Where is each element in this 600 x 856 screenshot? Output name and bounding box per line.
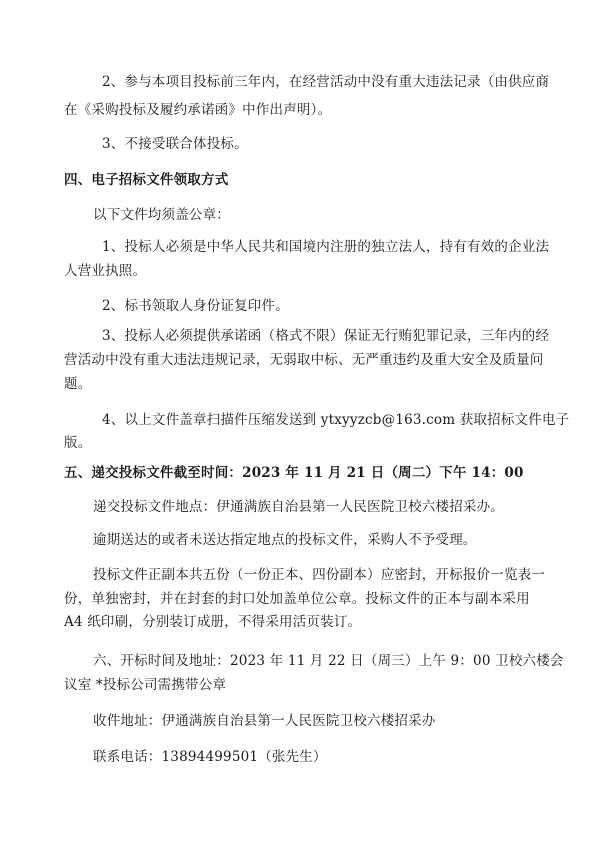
paragraph-line: 版。 [64,435,92,451]
paragraph-line: 2、标书领取人身份证复印件。 [102,298,289,314]
paragraph-line: 3、不接受联合体投标。 [102,136,248,152]
paragraph-line: 投标文件正副本共五份（一份正本、四份副本）应密封，开标报价一览表一 [93,567,546,583]
paragraph-line: 议室 *投标公司需携带公章 [64,677,227,693]
paragraph-line: 份，单独密封，并在封套的封口处加盖单位公章。投标文件的正本与副本采用 [64,591,530,607]
paragraph-line: 3、投标人必须提供承诺函（格式不限）保证无行贿犯罪记录，三年内的经 [102,328,550,344]
section-heading: 四、电子招标文件领取方式 [64,172,229,188]
paragraph-line: 4、以上文件盖章扫描件压缩发送到 ytxyyzcb@163.com 获取招标文件电子 [102,412,570,428]
paragraph-line: 收件地址：伊通满族自治县第一人民医院卫校六楼招采办 [93,713,436,729]
paragraph-line: 人营业执照。 [64,263,147,279]
paragraph-line: 逾期送达的或者未送达指定地点的投标文件，采购人不予受理。 [93,532,477,548]
paragraph-line: 题。 [64,376,92,392]
section-heading: 五、递交投标文件截至时间：2023 年 11 月 21 日（周二）下午 14：00 [64,465,524,481]
paragraph-line: A4 纸印刷，分别装订成册，不得采用活页装订。 [64,614,362,630]
section-heading: 六、开标时间及地址：2023 年 11 月 22 日（周三）上午 9：00 卫校六楼会 [93,653,564,669]
paragraph-line: 1、投标人必须是中华人民共和国境内注册的独立法人，持有有效的企业法 [102,239,550,255]
paragraph-line: 在《采购投标及履约承诺函》中作出声明）。 [64,102,332,118]
paragraph-line: 递交投标文件地点：伊通满族自治县第一人民医院卫校六楼招采办。 [93,499,504,515]
paragraph-line: 2、参与本项目投标前三年内，在经营活动中没有重大违法记录（由供应商 [102,74,550,90]
paragraph-line: 营活动中没有重大违法违规记录，无弱取中标、无严重违约及重大安全及质量问 [64,352,544,368]
paragraph-line: 以下文件均须盖公章： [93,207,230,223]
paragraph-line: 联系电话：13894499501（张先生） [93,749,327,765]
